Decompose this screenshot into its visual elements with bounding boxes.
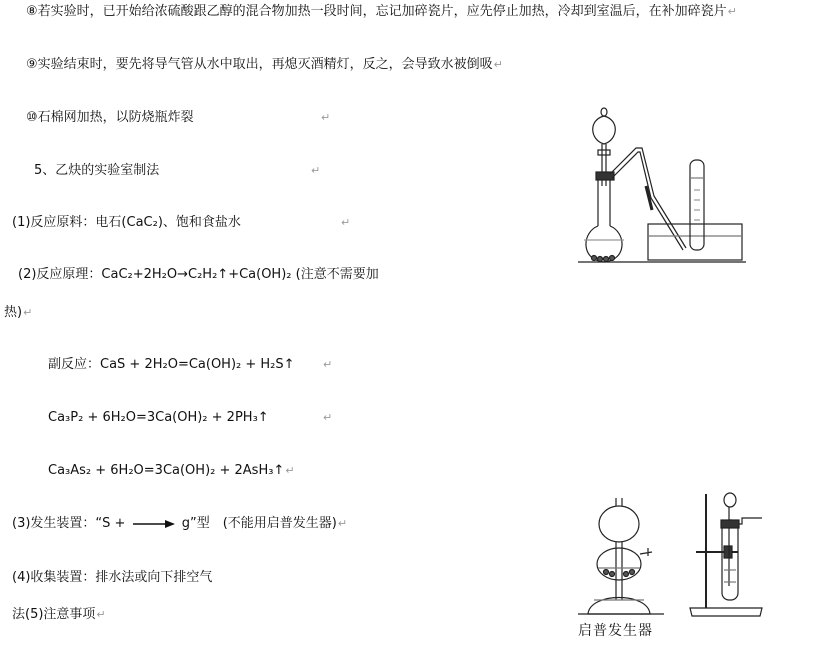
side-reaction-3: Ca₃As₂ + 6H₂O=3Ca(OH)₂ + 2AsH₃↑↵	[48, 463, 295, 478]
kipp-generator-diagram	[578, 496, 668, 620]
reaction-materials: (1)反应原料：电石(CaC₂)、饱和食盐水	[12, 215, 241, 230]
test-tube-apparatus-diagram	[686, 490, 768, 620]
generator-type: (3)发生装置：“S + g”型 (不能用启普发生器)↵	[12, 516, 348, 531]
section-heading-acetylene: 5、乙炔的实验室制法	[34, 163, 160, 178]
side-reaction-1: 副反应：CaS + 2H₂O=Ca(OH)₂ + H₂S↑	[48, 357, 295, 372]
note-9: ⑨实验结束时，要先将导气管从水中取出，再熄灭酒精灯，反之，会导致水被倒吸↵	[26, 57, 503, 72]
collection-device: (4)收集装置：排水法或向下排空气	[12, 570, 213, 585]
note-8: ⑧若实验时，已开始给浓硫酸跟乙醇的混合物加热一段时间，忘记加碎瓷片，应先停止加热，冷却到室温后，在补加碎瓷片↵	[26, 4, 737, 19]
reaction-principle-cont: 热)↵	[4, 305, 33, 320]
side-reaction-2: Ca₃P₂ + 6H₂O=3Ca(OH)₂ + 2PH₃↑	[48, 410, 269, 425]
paragraph-mark: ↵	[323, 358, 333, 371]
paragraph-mark: ↵	[341, 216, 351, 229]
arrow-icon	[132, 519, 176, 529]
paragraph-mark: ↵	[311, 164, 321, 177]
paragraph-mark: ↵	[321, 111, 331, 124]
acetylene-apparatus-diagram	[578, 100, 748, 266]
kipp-generator-caption: 启普发生器	[578, 623, 653, 639]
note-10: ⑩石棉网加热，以防烧瓶炸裂	[26, 110, 194, 125]
reaction-principle: (2)反应原理：CaC₂+2H₂O→C₂H₂↑+Ca(OH)₂ (注意不需要加	[18, 267, 379, 282]
precautions: 法(5)注意事项↵	[12, 607, 106, 622]
paragraph-mark: ↵	[323, 411, 333, 424]
